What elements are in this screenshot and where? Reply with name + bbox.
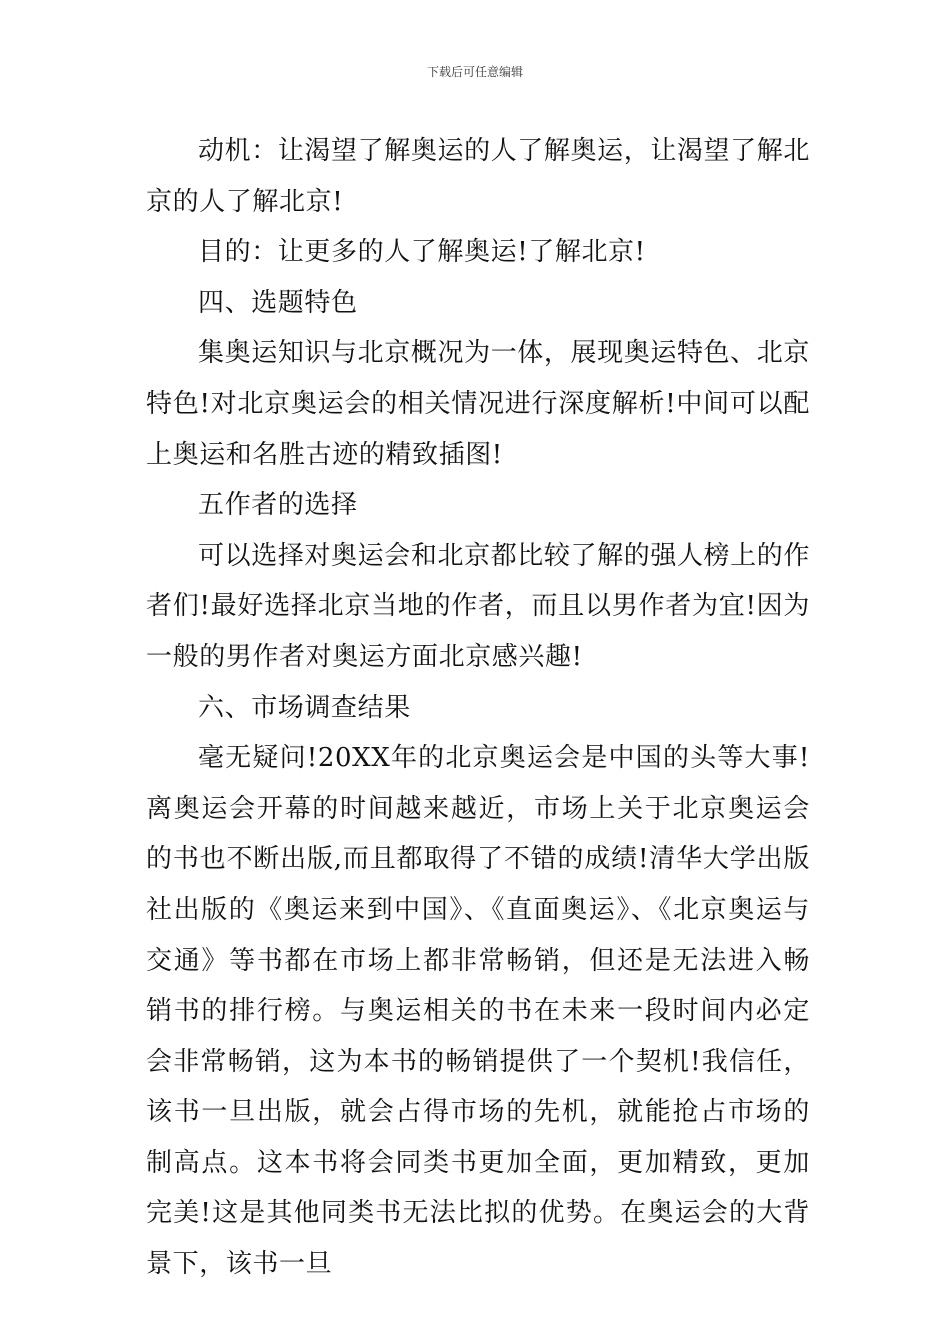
paragraph-market-survey: 毫无疑问!20XX年的北京奥运会是中国的头等大事!离奥运会开幕的时间越来越近，市场上关于北京奥运会的书也不断出版,而且都取得了不错的成绩!清华大学出版社出版的《奥运来到中国》、《直面奥运》、《北京奥运与交通》等书都在市场上都非常畅销，但还是无法进入畅销书的排行榜。与奥运相关的书在未来一段时间内必定会非常畅销，这为本书的畅销提供了一个契机!我信任，该书一旦出版，就会占得市场的先机，就能抢占市场的制高点。这本书将会同类书更加全面，更加精致，更加完美!这是其他同类书无法比拟的优势。在奥运会的大背景下，该书一旦 — [146, 743, 810, 1280]
section-heading-market-survey: 六、市场调查结果 — [198, 692, 411, 723]
paragraph-purpose: 目的：让更多的人了解奥运!了解北京! — [198, 237, 646, 268]
page-header-note: 下载后可任意编辑 — [426, 65, 523, 79]
paragraph-topic-features: 集奥运知识与北京概况为一体，展现奥运特色、北京特色!对北京奥运会的相关情况进行深度解析!中间可以配上奥运和名胜古迹的精致插图! — [146, 338, 810, 470]
paragraph-motivation: 动机：让渴望了解奥运的人了解奥运，让渴望了解北京的人了解北京! — [146, 136, 810, 217]
section-heading-topic-features: 四、选题特色 — [198, 287, 358, 318]
paragraph-author-selection: 可以选择对奥运会和北京都比较了解的强人榜上的作者们!最好选择北京当地的作者，而且以男作者为宜!因为一般的男作者对奥运方面北京感兴趣! — [146, 540, 810, 672]
section-heading-author-selection: 五作者的选择 — [198, 490, 358, 521]
document-body — [146, 126, 810, 1290]
